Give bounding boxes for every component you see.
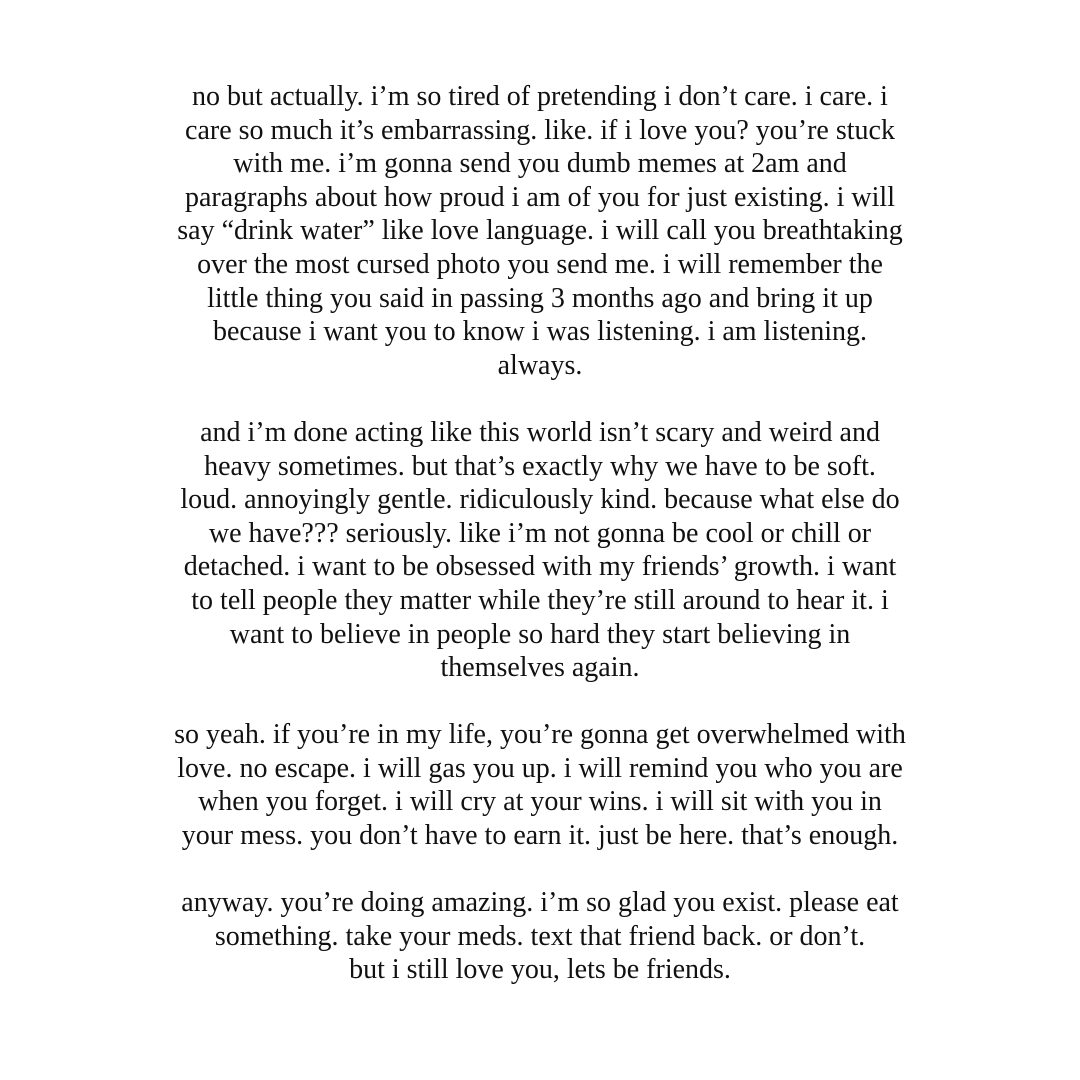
paragraph-3: so yeah. if you’re in my life, you’re gonna get overwhelmed with love. no escape. i will gas you up. i will remind you who you are when you forget. i will cry at your wins. i will sit with you in your mess. you don’t have to earn it. just be here. that’s enough. xyxy=(174,719,906,852)
paragraph-1: no but actually. i’m so tired of pretending i don’t care. i care. i care so much it’s embarrassing. like. if i love you? you’re stuck with me. i’m gonna send you dumb memes at 2am and paragraphs about how proud i am of you for just existing. i will say “drink water” like love language. i will call you breathtaking over the most cursed photo you send me. i will remember the little thing you said in passing 3 months ago and bring it up because i want you to know i was listening. i am listening. always. xyxy=(177,81,903,381)
letter-text-block xyxy=(130,80,950,987)
paragraph-2: and i’m done acting like this world isn’t scary and weird and heavy sometimes. but that’s exactly why we have to be soft. loud. annoyingly gentle. ridiculously kind. because what else do we have??? seriously. like i’m not gonna be cool or chill or detached. i want to be obsessed with my friends’ growth. i want to tell people they matter while they’re still around to hear it. i want to believe in people so hard they start believing in themselves again. xyxy=(180,416,900,684)
paragraph-4: anyway. you’re doing amazing. i’m so glad you exist. please eat something. take your meds. text that friend back. or don’t. but i still love you, lets be friends. xyxy=(181,887,899,986)
